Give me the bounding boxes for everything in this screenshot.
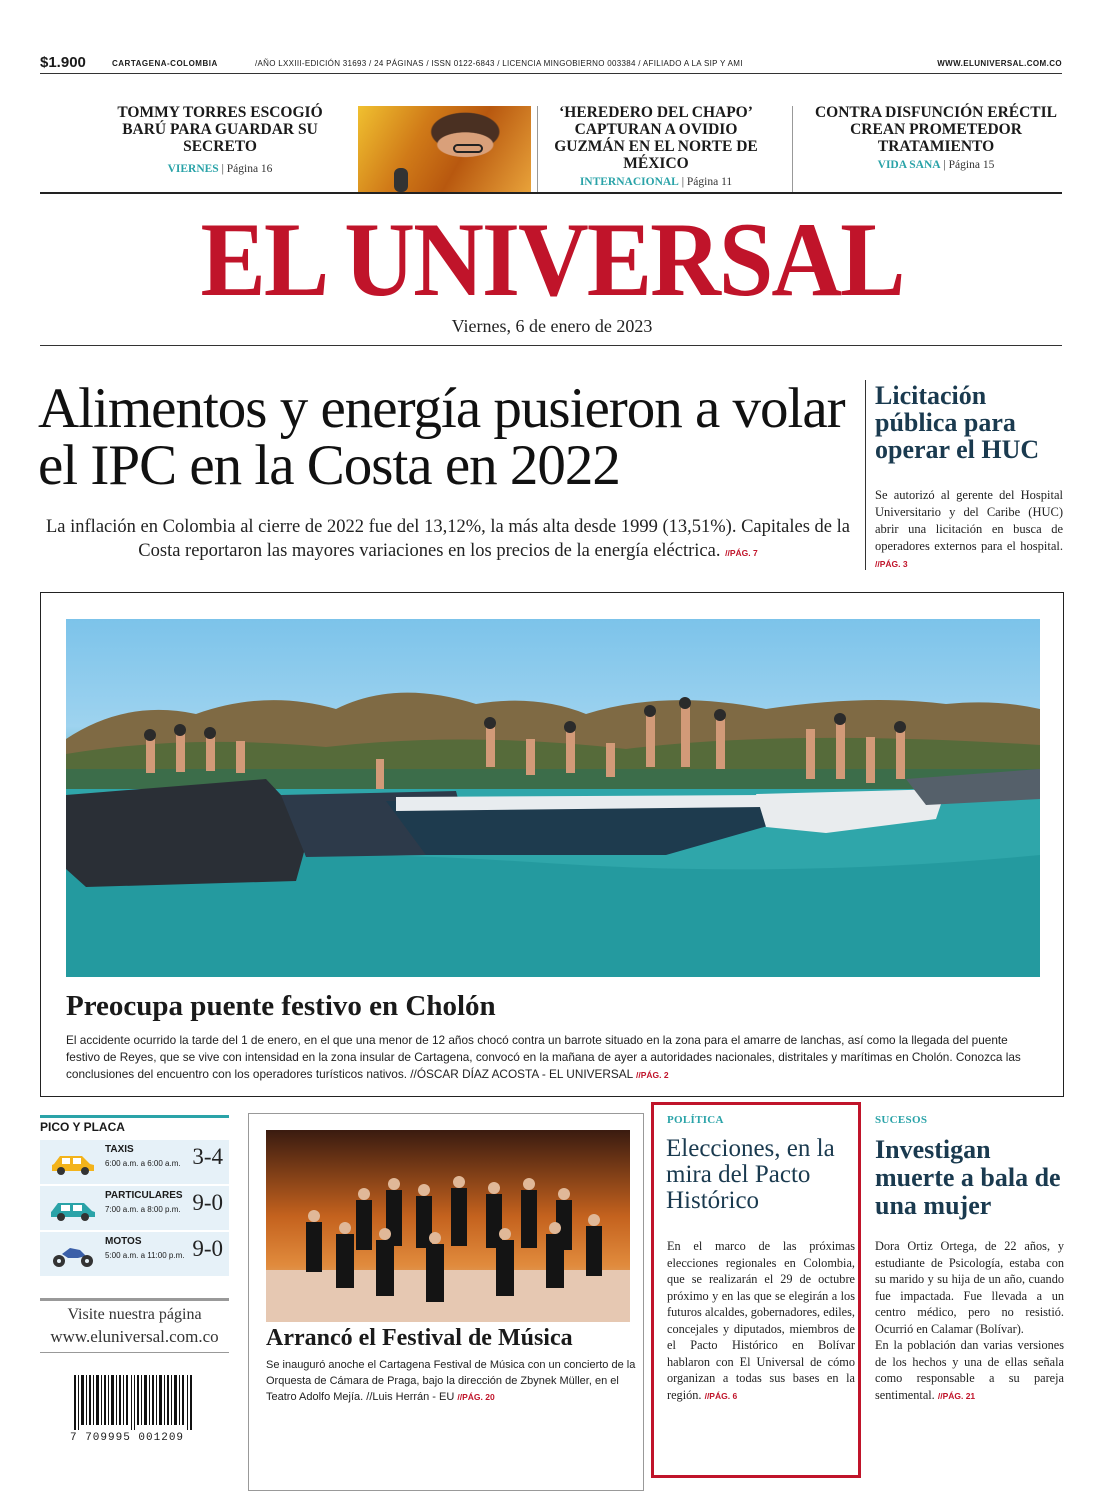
barcode-number: 7 709995 001209	[70, 1432, 185, 1444]
masthead-logo: EL UNIVERSAL	[200, 202, 904, 319]
sucesos-title[interactable]: Investigan muerte a bala de una mujer	[875, 1135, 1061, 1220]
pico-placa-hours: 5:00 a.m. a 11:00 p.m.	[105, 1251, 185, 1260]
teaser-section: VIERNES	[167, 163, 219, 175]
teaser-photo-singer	[358, 106, 531, 192]
politica-title[interactable]: Elecciones, en la mira del Pacto Histórico	[666, 1135, 835, 1214]
sucesos-text-1: Dora Ortiz Ortega, de 22 años, y estudiante de Psicología, estaba con su marido y su hija de un año, cuando fue impactada. Fue llevada a un centro médico, pero no resistió. Ocurrió en Calamar (Bolívar).	[875, 1239, 1064, 1336]
visit-rule	[40, 1298, 229, 1301]
teaser-meta	[100, 163, 340, 175]
concert-photo-orchestra	[266, 1130, 630, 1322]
teaser-divider	[792, 106, 793, 192]
concert-story-text: Se inauguró anoche el Cartagena Festival de Música con un concierto de la Orquesta de Cámara de Praga, bajo la dirección de Zbynek Müller, en el Teatro Adolfo Mejía. //Luis Herrán - EU	[266, 1359, 636, 1403]
photo-caption-text: El accidente ocurrido la tarde del 1 de enero, en el que una menor de 12 años chocó contra un barrote situado en la zona para el amarre de lanchas, así como la llegada del puente festivo de Reyes, que se vive con intensidad en la zona insular de Cartagena, convocó en la mañana de ayer a autoridades nacionales, distritales y marítimas en Cholón. Conozca las conclusiones del encuentro con los operadores turísticos nativos.	[66, 1033, 1021, 1081]
glasses-shape	[453, 144, 483, 153]
pico-placa-row-particulares	[40, 1186, 229, 1230]
teaser-title: ‘HEREDERO DEL CHAPO’ CAPTURAN A OVIDIO GUZMÁN EN EL NORTE DE MÉXICO	[554, 104, 758, 172]
teaser-page: | Página 11	[681, 176, 733, 188]
sucesos-text-2: En la población dan varias versiones de los hechos y una de ellas señala como responsable a su pareja sentimental.	[875, 1338, 1064, 1402]
concert-page-ref[interactable]: //PÁG. 20	[457, 1392, 495, 1402]
photo-story-title[interactable]: Preocupa puente festivo en Cholón	[66, 990, 496, 1022]
teaser-title: TOMMY TORRES ESCOGIÓ BARÚ PARA GUARDAR SU SECRETO	[117, 104, 323, 155]
photo-page-ref[interactable]: //PÁG. 2	[636, 1070, 669, 1080]
politica-text: En el marco de las próximas elecciones regionales en Colombia, que se realizarán el 29 de octubre próximo y en las que se elegirán a los futuros alcaldes, gobernadores, ediles, concejales y diputados, miembros de el Pacto Histórico en Bolívar hablaron con El Universal de cómo organizan a todas sus bases en la región.	[667, 1239, 855, 1402]
pico-placa-title: PICO Y PLACA	[40, 1120, 125, 1134]
edition-info: /AÑO LXXIII-EDICIÓN 31693 / 24 PÁGINAS / ISSN 0122-6843 / LICENCIA MINGOBIERNO 003384 / AFILIADO A LA SIP Y AMI	[255, 59, 743, 68]
pico-placa-label: TAXIS	[105, 1144, 134, 1155]
pico-placa-hours: 7:00 a.m. a 8:00 p.m.	[105, 1205, 181, 1214]
lead-page-ref[interactable]: //PÁG. 7	[725, 548, 758, 558]
teaser-page: | Página 16	[221, 163, 273, 175]
issue-date: Viernes, 6 de enero de 2023	[451, 316, 653, 336]
side-story-rule	[865, 380, 866, 570]
politica-body	[667, 1238, 855, 1404]
teaser-divider	[537, 106, 538, 192]
boats-scene-illustration	[66, 619, 1040, 977]
concert-story-body	[266, 1357, 636, 1405]
website-link-top[interactable]: WWW.ELUNIVERSAL.COM.CO	[937, 59, 1062, 68]
visit-label: Visite nuestra página	[67, 1306, 202, 1323]
cover-price: $1.900	[40, 54, 86, 71]
side-story-title[interactable]: Licitación pública para operar el HUC	[875, 381, 1040, 464]
orchestra-illustration	[266, 1130, 630, 1322]
teaser-page: | Página 15	[943, 159, 995, 171]
sucesos-kicker: SUCESOS	[875, 1114, 928, 1126]
pico-placa-digits: 9-0	[192, 1236, 223, 1261]
sucesos-page-ref[interactable]: //PÁG. 21	[937, 1390, 976, 1401]
teaser-tommy-torres[interactable]	[100, 104, 340, 175]
city-label: CARTAGENA-COLOMBIA	[112, 59, 218, 68]
lead-deck-text: La inflación en Colombia al cierre de 2022 fue del 13,12%, la más alta desde 1999 (13,51%). Capitales de la Costa reportaron las mayores variaciones en los precios de la energía eléctrica.	[46, 517, 850, 561]
microphone-shape	[394, 168, 408, 192]
pico-placa-label: PARTICULARES	[105, 1190, 183, 1201]
pico-placa-rule	[40, 1115, 229, 1118]
concert-story-title[interactable]: Arrancó el Festival de Música	[266, 1325, 573, 1351]
photo-credit: //ÓSCAR DÍAZ ACOSTA - EL UNIVERSAL	[410, 1067, 633, 1081]
visit-website-block[interactable]	[40, 1304, 229, 1348]
lead-deck	[40, 515, 856, 565]
top-info-strip	[40, 56, 1062, 74]
side-story-body	[875, 487, 1063, 573]
teaser-ovidio-guzman[interactable]	[540, 104, 772, 188]
politica-page-ref[interactable]: //PÁG. 6	[704, 1390, 738, 1401]
visit-rule	[40, 1352, 229, 1353]
teaser-rule	[40, 192, 1062, 194]
motorcycle-icon	[48, 1240, 98, 1268]
teaser-section: INTERNACIONAL	[579, 176, 679, 188]
teaser-title: CONTRA DISFUNCIÓN ERÉCTIL CREAN PROMETEDOR TRATAMIENTO	[814, 104, 1057, 155]
pico-placa-label: MOTOS	[105, 1236, 142, 1247]
teaser-section: VIDA SANA	[877, 159, 941, 171]
side-story-text: Se autorizó al gerente del Hospital Universitario y del Caribe (HUC) abrir una licitación en busca de operadores externos para el hospital.	[875, 488, 1063, 553]
visit-url[interactable]: www.eluniversal.com.co	[50, 1327, 219, 1346]
side-story-page-ref[interactable]: //PÁG. 3	[875, 559, 908, 569]
politica-kicker: POLÍTICA	[667, 1114, 724, 1126]
sucesos-body	[875, 1238, 1064, 1404]
pico-placa-hours: 6:00 a.m. a 6:00 a.m.	[105, 1159, 181, 1168]
lead-headline[interactable]: Alimentos y energía pusieron a volar el IPC en la Costa en 2022	[38, 377, 845, 497]
pico-placa-digits: 9-0	[192, 1190, 223, 1215]
taxi-icon	[48, 1148, 98, 1176]
barcode	[74, 1375, 194, 1430]
teaser-meta	[808, 159, 1064, 171]
teaser-vida-sana[interactable]	[808, 104, 1064, 171]
pico-placa-row-motos	[40, 1232, 229, 1276]
teaser-meta	[540, 176, 772, 188]
masthead-rule	[40, 345, 1062, 346]
car-icon	[48, 1194, 98, 1222]
photo-story-caption	[66, 1032, 1042, 1084]
pico-placa-digits: 3-4	[192, 1144, 223, 1169]
sucesos-text-2-wrapper	[875, 1337, 1064, 1404]
pico-placa-row-taxis	[40, 1140, 229, 1184]
main-photo-boats-cholon	[66, 619, 1040, 977]
